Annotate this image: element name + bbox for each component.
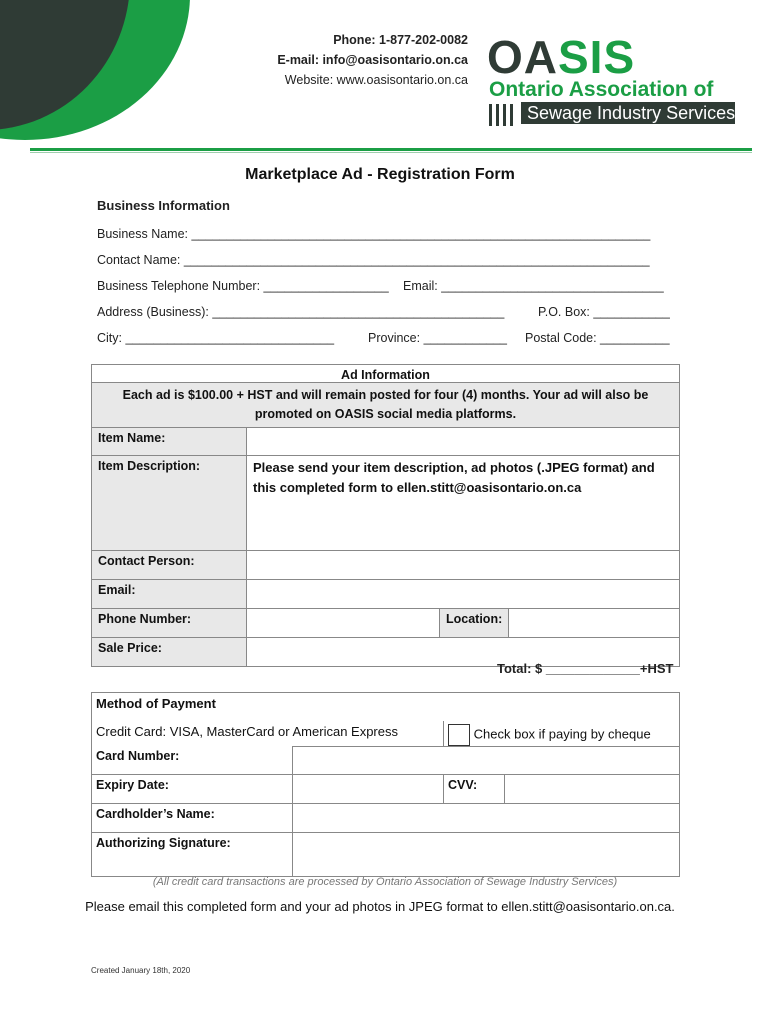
- item-name-input[interactable]: [247, 428, 680, 456]
- credit-card-option: [92, 721, 444, 747]
- business-email-field[interactable]: Email: ________________________________: [403, 279, 664, 293]
- cvv-label: CVV:: [444, 774, 505, 803]
- po-box-field[interactable]: P.O. Box: ___________: [538, 305, 670, 319]
- item-description-label: Item Description:: [92, 456, 247, 551]
- cardholder-label: Cardholder’s Name:: [92, 803, 293, 832]
- header-divider: [30, 148, 752, 151]
- cvv-input[interactable]: [505, 774, 680, 803]
- cheque-option: [444, 721, 680, 747]
- email-text: E-mail: info@oasisontario.on.ca: [277, 53, 468, 67]
- city-field[interactable]: City: ______________________________: [97, 331, 335, 345]
- contact-person-label: Contact Person:: [92, 551, 247, 580]
- cheque-label: Check box if paying by cheque: [473, 725, 651, 741]
- ad-heading: Ad Information: [92, 365, 680, 383]
- logo-bars-icon: [489, 104, 517, 126]
- item-description-note: Please send your item description, ad photos (.JPEG format) and this completed form to ellen.stitt@oasisontario.on.ca: [247, 456, 680, 551]
- logo-line2: Sewage Industry Services.: [521, 102, 735, 124]
- card-number-input[interactable]: [293, 746, 680, 774]
- cardholder-input[interactable]: [293, 803, 680, 832]
- phone-number-input[interactable]: [247, 609, 440, 638]
- contact-person-input[interactable]: [247, 551, 680, 580]
- ad-email-label: Email:: [92, 580, 247, 609]
- telephone-field[interactable]: Business Telephone Number: __________________: [97, 279, 389, 293]
- cheque-checkbox[interactable]: [448, 724, 470, 746]
- signature-input[interactable]: [293, 832, 680, 876]
- expiry-label: Expiry Date:: [92, 774, 293, 803]
- disclaimer-text: (All credit card transactions are processed by Ontario Association of Sewage Industry Services): [152, 876, 618, 888]
- ad-information-table: [91, 364, 680, 667]
- credit-card-label: Credit Card: VISA, MasterCard or American Express: [96, 723, 398, 739]
- province-field[interactable]: Province: ____________: [368, 331, 508, 345]
- header-divider-thin: [30, 152, 752, 153]
- signature-label: Authorizing Signature:: [92, 832, 293, 876]
- payment-heading: Method of Payment: [92, 693, 680, 721]
- website-text: Website: www.oasisontario.on.ca: [284, 73, 468, 87]
- contact-name-field[interactable]: Contact Name: ___________________________________________________________________: [97, 253, 650, 267]
- business-name-field[interactable]: Business Name: __________________________________________________________________: [97, 227, 651, 241]
- oasis-logo: [487, 31, 741, 126]
- location-label: Location:: [440, 609, 509, 638]
- payment-table: [91, 692, 680, 877]
- phone-number-label: Phone Number:: [92, 609, 247, 638]
- business-heading: Business Information: [97, 198, 230, 213]
- phone-text: Phone: 1-877-202-0082: [333, 33, 468, 47]
- postal-code-field[interactable]: Postal Code: __________: [525, 331, 670, 345]
- created-date: Created January 18th, 2020: [91, 966, 191, 975]
- ad-email-input[interactable]: [247, 580, 680, 609]
- form-title: Marketplace Ad - Registration Form: [245, 166, 515, 183]
- contact-block: [277, 30, 468, 90]
- location-input[interactable]: [509, 609, 680, 638]
- ad-notice: Each ad is $100.00 + HST and will remain posted for four (4) months. Your ad will also be promoted on OASIS social media platforms.: [92, 383, 680, 428]
- footer-instruction: Please email this completed form and your ad photos in JPEG format to ellen.stitt@oasisontario.on.ca.: [85, 899, 675, 914]
- logo-line1: Ontario Association of: [489, 78, 714, 101]
- expiry-input[interactable]: [293, 774, 444, 803]
- item-name-label: Item Name:: [92, 428, 247, 456]
- total-field[interactable]: Total: $ _____________+HST: [497, 661, 674, 676]
- sale-price-label: Sale Price:: [92, 638, 247, 667]
- card-number-label: Card Number:: [92, 746, 293, 774]
- logo-wordmark: OASIS: [487, 31, 636, 83]
- address-field[interactable]: Address (Business): __________________________________________: [97, 305, 505, 319]
